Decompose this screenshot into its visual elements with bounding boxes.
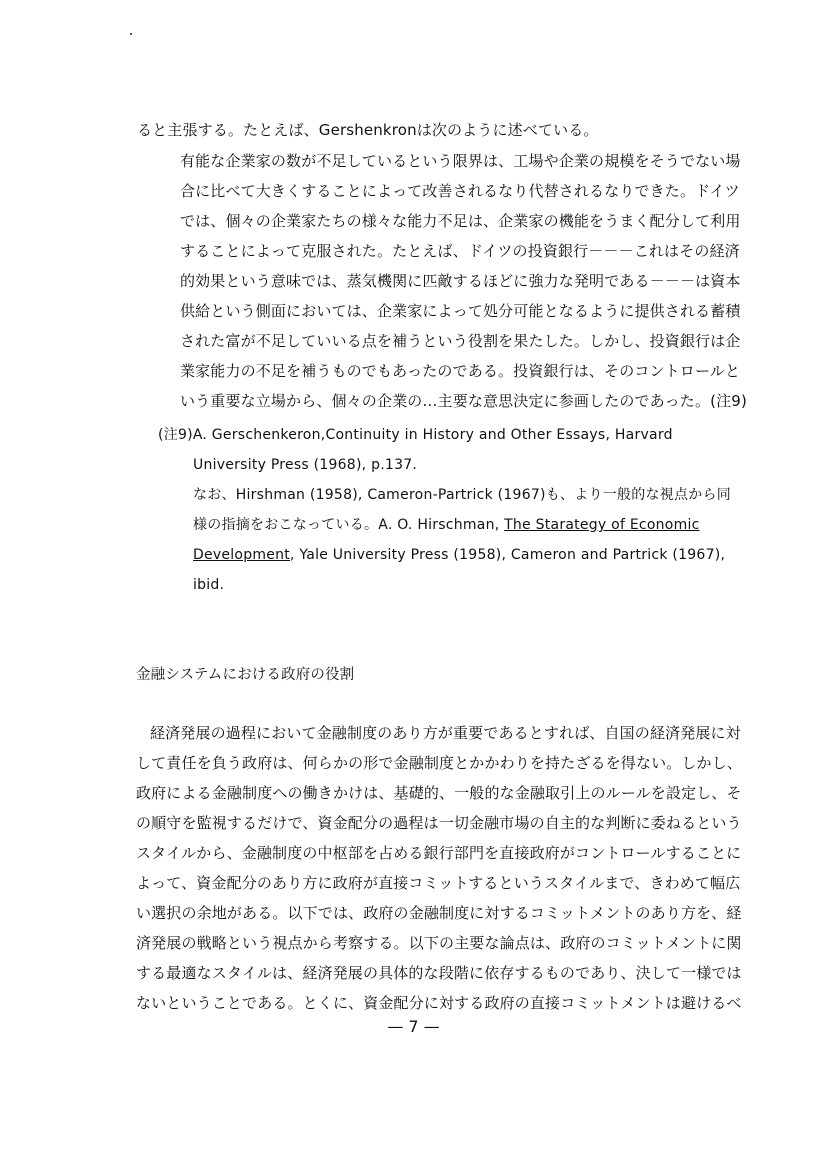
footnote-line: (注9)A. Gerschenkeron,Continuity in History and Other Essays, Harvard: [158, 427, 673, 443]
body-line: 経済発展の過程において金融制度のあり方が重要であるとすれば、自国の経済発展に対: [150, 724, 741, 742]
body-line: 政府による金融制度への働きかけは、基礎的、一般的な金融取引上のルールを設定し、そ: [136, 784, 742, 802]
book-title: Development: [193, 547, 290, 563]
quote-line: された富が不足していいる点を補うという役割を果たした。しかし、投資銀行は企: [180, 332, 741, 350]
book-title: The Starategy of Economic: [504, 517, 700, 533]
quote-line: 業家能力の不足を補うものでもあったのである。投資銀行は、そのコントロールと: [180, 362, 741, 380]
body-line: する最適なスタイルは、経済発展の具体的な段階に依存するものであり、決して一様では: [136, 964, 742, 982]
quote-line: 有能な企業家の数が不足しているという限界は、工場や企業の規模をそうでない場: [180, 152, 741, 170]
body-line: ないということである。とくに、資金配分に対する政府の直接コミットメントは避けるべ: [136, 994, 742, 1012]
intro-line: ると主張する。たとえば、Gershenkronは次のように述べている。: [137, 121, 599, 139]
footnote-line: [193, 515, 700, 535]
body-line: の順守を監視するだけで、資金配分の過程は一切金融市場の自主的な判断に委ねるという: [136, 814, 742, 832]
quote-line: 供給という側面においては、企業家によって処分可能となるように提供される蓄積: [180, 302, 741, 320]
body-line: 済発展の戦略という視点から考察する。以下の主要な論点は、政府のコミットメントに関: [136, 934, 742, 952]
body-line: よって、資金配分のあり方に政府が直接コミットするというスタイルまで、きわめて幅広: [136, 874, 741, 892]
quote-line: することによって克服された。たとえば、ドイツの投資銀行－－－これはその経済: [180, 242, 740, 260]
page-number: — 7 —: [387, 1017, 440, 1036]
footnote-line: University Press (1968), p.137.: [193, 457, 418, 473]
footnote-text: , Yale University Press (1958), Cameron and Partrick (1967),: [290, 547, 726, 563]
quote-line: 合に比べて大きくすることによって改善されるなり代替されるなりできた。ドイツ: [180, 182, 740, 200]
quote-line: いう重要な立場から、個々の企業の…主要な意思決定に参画したのであった。(注9): [180, 392, 747, 410]
quote-line: 的効果という意味では、蒸気機関に匹敵するほどに強力な発明である－－－は資本: [180, 272, 741, 290]
scan-speck: [130, 33, 132, 35]
footnote-line: [193, 545, 725, 565]
footnote-line: なお、Hirshman (1958), Cameron-Partrick (1967)も、より一般的な視点から同: [193, 487, 731, 503]
footnote-text: 様の指摘をおこなっている。A. O. Hirschman,: [193, 517, 505, 533]
body-line: スタイルから、金融制度の中枢部を占める銀行部門を直接政府がコントロールすることに: [136, 844, 742, 862]
body-line: して責任を負う政府は、何らかの形で金融制度とかかわりを持たざるを得ない。しかし、: [136, 754, 743, 772]
footnote-line: ibid.: [193, 577, 225, 593]
section-heading: 金融システムにおける政府の役割: [136, 667, 355, 683]
body-line: い選択の余地がある。以下では、政府の金融制度に対するコミットメントのあり方を、経: [136, 904, 742, 922]
quote-line: では、個々の企業家たちの様々な能力不足は、企業家の機能をうまく配分して利用: [180, 212, 741, 230]
